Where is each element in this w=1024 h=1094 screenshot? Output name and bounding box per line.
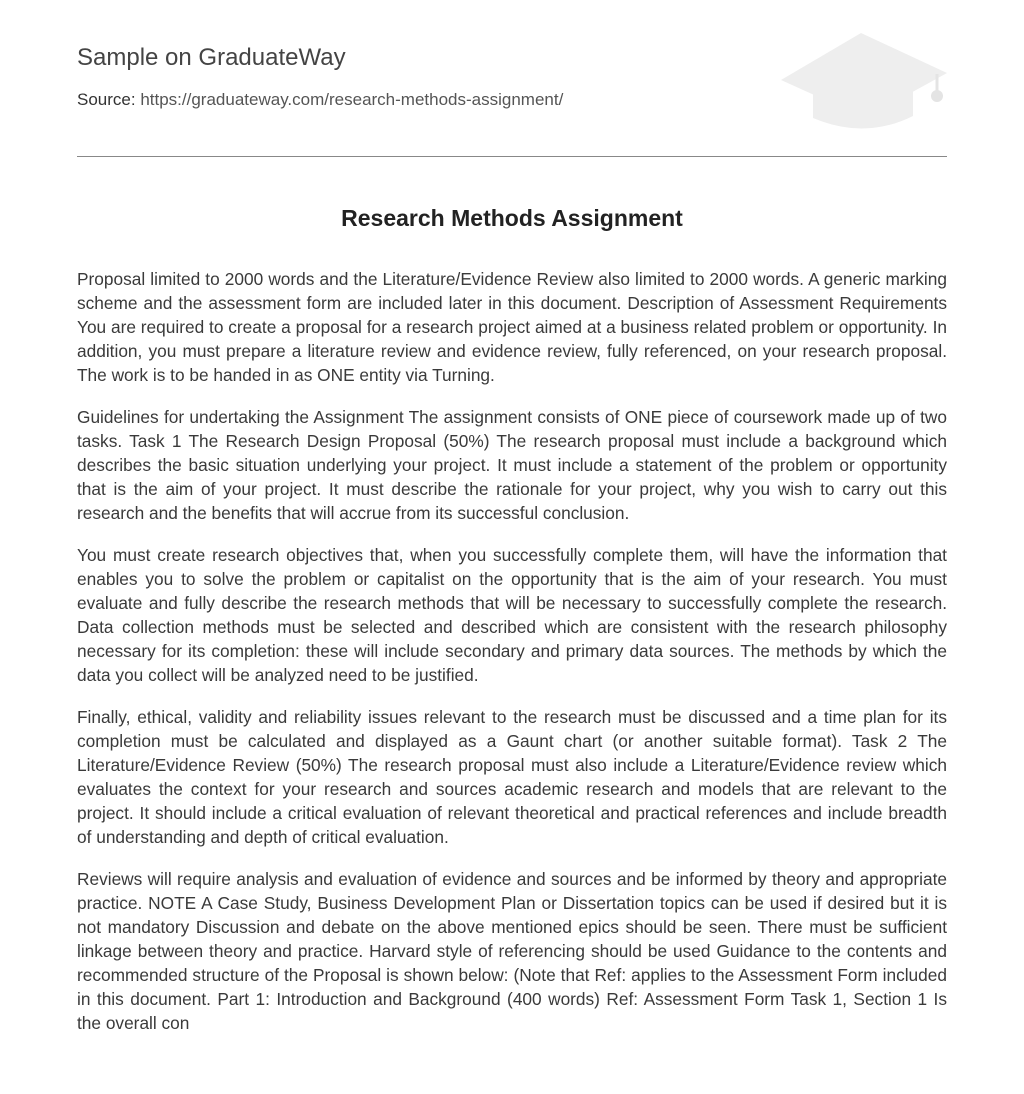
source-line [77, 90, 563, 110]
body-paragraph: You must create research objectives that, when you successfully complete them, will have the information that enables you to solve the problem or capitalist on the opportunity that is the aim of your research. You must evaluate and fully describe the research methods that will be necessary to successfully complete the research. Data collection methods must be selected and described which are consistent with the research philosophy necessary for its completion: these will include secondary and primary data sources. The methods by which the data you collect will be analyzed need to be justified. [77, 545, 947, 685]
body-paragraph: Guidelines for undertaking the Assignment The assignment consists of ONE piece of coursework made up of two tasks. Task 1 The Research Design Proposal (50%) The research proposal must include a background which describes the basic situation underlying your project. It must include a statement of the problem or opportunity that is the aim of your project. It must describe the rationale for your project, why you wish to carry out this research and the benefits that will accrue from its successful conclusion. [77, 407, 947, 523]
body-paragraph: Reviews will require analysis and evaluation of evidence and sources and be informed by theory and appropriate practice. NOTE A Case Study, Business Development Plan or Dissertation topics can be used if desired but it is not mandatory Discussion and debate on the above mentioned epics should be seen. There must be sufficient linkage between theory and practice. Harvard style of referencing should be used Guidance to the contents and recommended structure of the Proposal is shown below: (Note that Ref: applies to the Assessment Form included in this document. Part 1: Introduction and Background (400 words) Ref: Assessment Form Task 1, Section 1 Is the overall con [77, 869, 947, 1033]
site-title: Sample on GraduateWay [77, 44, 346, 71]
body-paragraph: Finally, ethical, validity and reliability issues relevant to the research must be discussed and a time plan for its completion must be calculated and displayed as a Gaunt chart (or another suitable format). Task 2 The Literature/Evidence Review (50%) The research proposal must also include a Literature/Evidence review which evaluates the context for your research and sources academic research and models that are relevant to the project. It should include a critical evaluation of relevant theoretical and practical references and include breadth of understanding and depth of critical evaluation. [77, 707, 947, 847]
document-body [77, 267, 947, 1053]
page-header [77, 0, 947, 157]
source-link[interactable]: https://graduateway.com/research-methods-assignment/ [140, 90, 564, 109]
graduation-cap-icon [781, 30, 947, 132]
document-title: Research Methods Assignment [341, 205, 683, 231]
body-paragraph: Proposal limited to 2000 words and the Literature/Evidence Review also limited to 2000 words. A generic marking scheme and the assessment form are included later in this document. Description of Assessment Requirements You are required to create a proposal for a research project aimed at a business related problem or opportunity. In addition, you must prepare a literature review and evidence review, fully referenced, on your research proposal. The work is to be handed in as ONE entity via Turning. [77, 269, 947, 385]
source-label: Source: [77, 90, 136, 109]
